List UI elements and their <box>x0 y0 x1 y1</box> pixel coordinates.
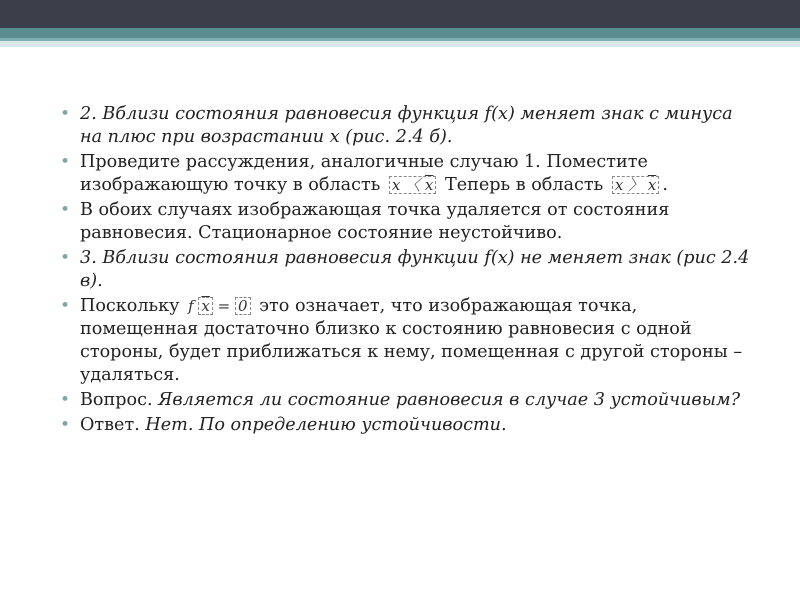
bullet-item-case-2 <box>56 103 756 149</box>
bullet-text-part2: Теперь в область <box>444 175 609 195</box>
answer-text: Нет. По определению устойчивости. <box>145 415 507 435</box>
bullet-item-conclusion <box>56 199 756 245</box>
bullet-text-part2: это означает, что изображающая точка, помещенная достаточно близко к состоянию равновесия с одной стороны, будет приближаться к нему, помещенная с другой стороны – удаляться. <box>80 296 743 385</box>
bullet-text-part3: . <box>662 175 668 195</box>
inequality-formula-greater: x 〉 $\overline{x}$ <box>612 176 660 194</box>
bullet-text: 2. Вблизи состояния равновесия функция f(x) меняет знак с минуса на плюс при возрастании x (рис. 2.4 б). <box>80 104 733 147</box>
header-accent-line <box>0 28 800 38</box>
answer-lead: Ответ. <box>80 415 146 435</box>
bullet-item-since <box>56 295 756 387</box>
question-lead: Вопрос. <box>80 390 159 410</box>
bullet-text-part1: Поскольку <box>80 296 186 316</box>
header-band <box>0 0 800 28</box>
inequality-formula-less: x 〈 $\overline{x}$ <box>389 176 437 194</box>
bullet-item-answer <box>56 414 756 437</box>
bullet-text: 3. Вблизи состояния равновесия функции f(x) не меняет знак (рис 2.4 в). <box>80 248 750 291</box>
bullet-text: В обоих случаях изображающая точка удаляется от состояния равновесия. Стационарное состояние неустойчиво. <box>80 200 670 243</box>
bullet-text-part1: Проведите рассуждения, аналогичные случаю 1. Поместите изображающую точку в область <box>80 152 648 195</box>
bullet-item-case-3 <box>56 247 756 293</box>
bullet-list <box>56 103 756 437</box>
function-value-formula: f $\overline{x} = 0$ <box>188 295 251 318</box>
slide-body <box>56 103 756 439</box>
question-text: Является ли состояние равновесия в случае 3 устойчивым? <box>158 390 741 410</box>
bullet-item-question <box>56 389 756 412</box>
header-divider <box>0 41 800 47</box>
bullet-item-reasoning <box>56 151 756 197</box>
